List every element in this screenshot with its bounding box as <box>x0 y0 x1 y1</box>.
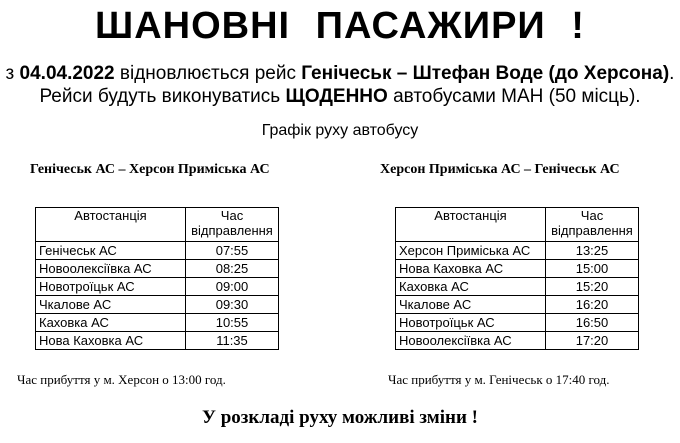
table-row <box>36 260 279 278</box>
time-header-line-2: відправлення <box>551 223 633 238</box>
departure-time-cell: 09:30 <box>186 296 279 314</box>
table-row <box>396 242 639 260</box>
departure-time-cell: 17:20 <box>546 332 639 350</box>
resume-date: 04.04.2022 <box>19 63 115 84</box>
announcement-line-2 <box>0 85 680 108</box>
table-header-row <box>36 208 279 242</box>
route-name: Генічеськ – Штефан Воде (до Херсона) <box>301 63 670 84</box>
station-cell: Каховка АС <box>396 278 546 296</box>
departure-time-cell: 15:00 <box>546 260 639 278</box>
station-cell: Херсон Приміська АС <box>396 242 546 260</box>
time-header-line-1: Час <box>580 208 604 223</box>
table-row <box>396 332 639 350</box>
time-column-header <box>546 208 639 242</box>
route-1-title: Генічеськ АС – Херсон Приміська АС <box>30 162 270 177</box>
station-cell: Нова Каховка АС <box>36 332 186 350</box>
intro-prefix: з <box>5 63 20 84</box>
station-cell: Новотроїцьк АС <box>396 314 546 332</box>
announcement-text <box>0 62 680 108</box>
departure-time-cell: 07:55 <box>186 242 279 260</box>
station-cell: Нова Каховка АС <box>396 260 546 278</box>
departure-time-cell: 10:55 <box>186 314 279 332</box>
announcement-line-1 <box>0 62 680 85</box>
time-column-header <box>186 208 279 242</box>
time-header-line-2: відправлення <box>191 223 273 238</box>
table-row <box>396 314 639 332</box>
departure-time-cell: 15:20 <box>546 278 639 296</box>
table-row <box>396 278 639 296</box>
table-row <box>36 314 279 332</box>
table-row <box>396 296 639 314</box>
frequency-prefix: Рейси будуть виконуватись <box>39 86 286 107</box>
table-row <box>396 260 639 278</box>
page-title: ШАНОВНІ ПАСАЖИРИ ! <box>95 5 585 47</box>
table-header-row <box>396 208 639 242</box>
route-2-rows <box>396 242 639 350</box>
route-2-arrival-note: Час прибуття у м. Генічеськ о 17:40 год. <box>388 372 610 387</box>
table-row <box>36 242 279 260</box>
route-2-schedule-table <box>395 207 639 350</box>
station-cell: Новоолексіївка АС <box>396 332 546 350</box>
intro-middle: відновлюється рейс <box>114 63 302 84</box>
table-row <box>36 296 279 314</box>
route-1-arrival-note: Час прибуття у м. Херсон о 13:00 год. <box>17 372 226 387</box>
route-1-schedule-table <box>35 207 279 350</box>
table-row <box>36 332 279 350</box>
intro-suffix: . <box>669 63 675 84</box>
departure-time-cell: 09:00 <box>186 278 279 296</box>
station-column-header: Автостанція <box>36 208 186 242</box>
departure-time-cell: 13:25 <box>546 242 639 260</box>
departure-time-cell: 11:35 <box>186 332 279 350</box>
station-cell: Новотроїцьк АС <box>36 278 186 296</box>
station-cell: Каховка АС <box>36 314 186 332</box>
schedule-change-notice: У розкладі руху можливі зміни ! <box>202 407 478 428</box>
station-cell: Новоолексіївка АС <box>36 260 186 278</box>
table-row <box>36 278 279 296</box>
departure-time-cell: 08:25 <box>186 260 279 278</box>
station-column-header: Автостанція <box>396 208 546 242</box>
time-header-line-1: Час <box>220 208 244 223</box>
departure-time-cell: 16:50 <box>546 314 639 332</box>
station-cell: Генічеськ АС <box>36 242 186 260</box>
departure-time-cell: 16:20 <box>546 296 639 314</box>
route-1-rows <box>36 242 279 350</box>
station-cell: Чкалове АС <box>396 296 546 314</box>
station-cell: Чкалове АС <box>36 296 186 314</box>
schedule-subtitle: Графік руху автобусу <box>261 122 419 139</box>
route-2-title: Херсон Приміська АС – Генічеськ АС <box>380 162 620 177</box>
frequency: ЩОДЕННО <box>285 86 388 107</box>
frequency-suffix: автобусами МАН (50 місць). <box>387 86 641 107</box>
